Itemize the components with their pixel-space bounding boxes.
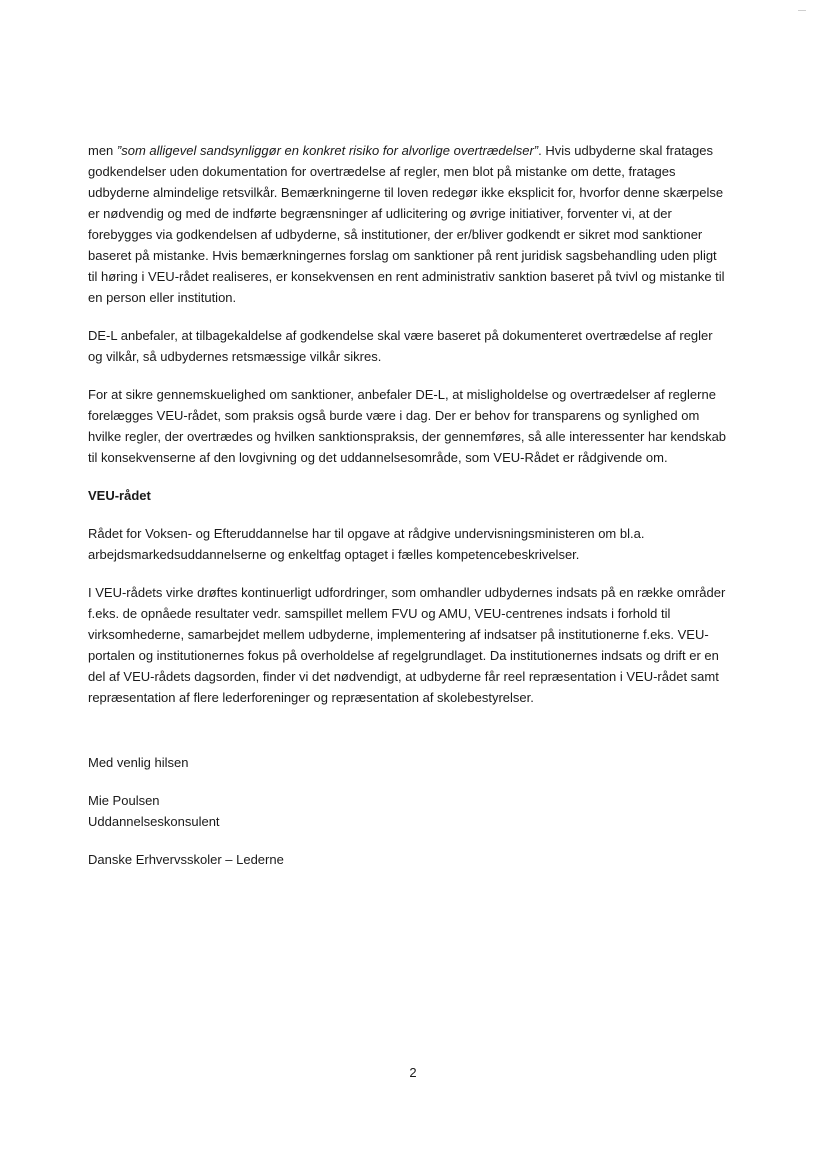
section-heading: VEU-rådet — [88, 488, 151, 503]
paragraph-3: For at sikre gennemskuelighed om sanktioner, anbefaler DE-L, at misligholdelse og overtrædelser af reglerne forelægges VEU-rådet, som praksis også burde være i dag. Der er behov for transparens og synlighed om hvilke regler, der overtrædes og hvilken sanktionspraksis, der gennemføres, så alle interessenter har kendskab til konsekvenserne af den lovgivning og det uddannelsesområde, som VEU-Rådet er rådgivende om. — [88, 387, 727, 465]
page-number: 2 — [409, 1065, 417, 1080]
paragraph-1-rest: . Hvis udbyderne skal fratages godkendelser uden dokumentation for overtrædelse af regler, men blot på mistanke om dette, fratages udbyderne almindelige retsvilkår. Bemærkningerne til loven redegør ikke eksplicit for, hvorfor denne skærpelse er nødvendig og med de indførte begrænsninger af udlicitering og øvrige initiativer, forventer vi, at der forebygges via godkendelsen af udbyderne, så institutioner, der er/bliver godkendt er sikret mod sanktioner baseret på mistanke. Hvis bemærkningernes forslag om sanktioner på rent juridisk sagsbehandling uden pligt til høring i VEU-rådet realiseres, er konsekvensen en rent administrativ sanktion baseret på tvivl og mistanke til en person eller institution. — [88, 143, 725, 305]
paragraph-5: I VEU-rådets virke drøftes kontinuerligt udfordringer, som omhandler udbydernes indsats på en række områder f.eks. de opnåede resultater vedr. samspillet mellem FVU og AMU, VEU-centrenes indsats i forhold til virksomhederne, samarbejdet mellem udbyderne, implementering af indsatser på institutionerne f.eks. VEU-portalen og institutionernes fokus på overholdelse af regelgrundlaget. Da institutionernes indsats og drift er en del af VEU-rådets dagsorden, finder vi det nødvendigt, at udbyderne får reel repræsentation i VEU-rådet samt repræsentation af flere lederforeninger og repræsentation af skolebestyrelser. — [88, 585, 726, 705]
paragraph-4: Rådet for Voksen- og Efteruddannelse har til opgave at rådgive undervisningsministeren om bl.a. arbejdsmarkedsuddannelserne og enkeltfag optaget i fælles kompetencebeskrivelser. — [88, 526, 645, 562]
signature-organization: Danske Erhvervsskoler – Lederne — [88, 852, 284, 867]
closing-greeting: Med venlig hilsen — [88, 755, 189, 770]
paragraph-1-quote: ”som alligevel sandsynliggør en konkret risiko for alvorlige overtrædelser” — [116, 143, 539, 158]
signature-name: Mie Poulsen — [88, 793, 160, 808]
document-body — [88, 140, 728, 725]
paragraph-1 — [88, 140, 728, 308]
paragraph-1-lead: men — [88, 143, 117, 158]
signature-block — [88, 790, 728, 832]
signature-title: Uddannelseskonsulent — [88, 814, 220, 829]
closing-block — [88, 752, 728, 887]
paragraph-2: DE-L anbefaler, at tilbagekaldelse af godkendelse skal være baseret på dokumenteret overtrædelse af regler og vilkår, så udbydernes retsmæssige vilkår sikres. — [88, 328, 713, 364]
corner-mark — [798, 10, 806, 11]
